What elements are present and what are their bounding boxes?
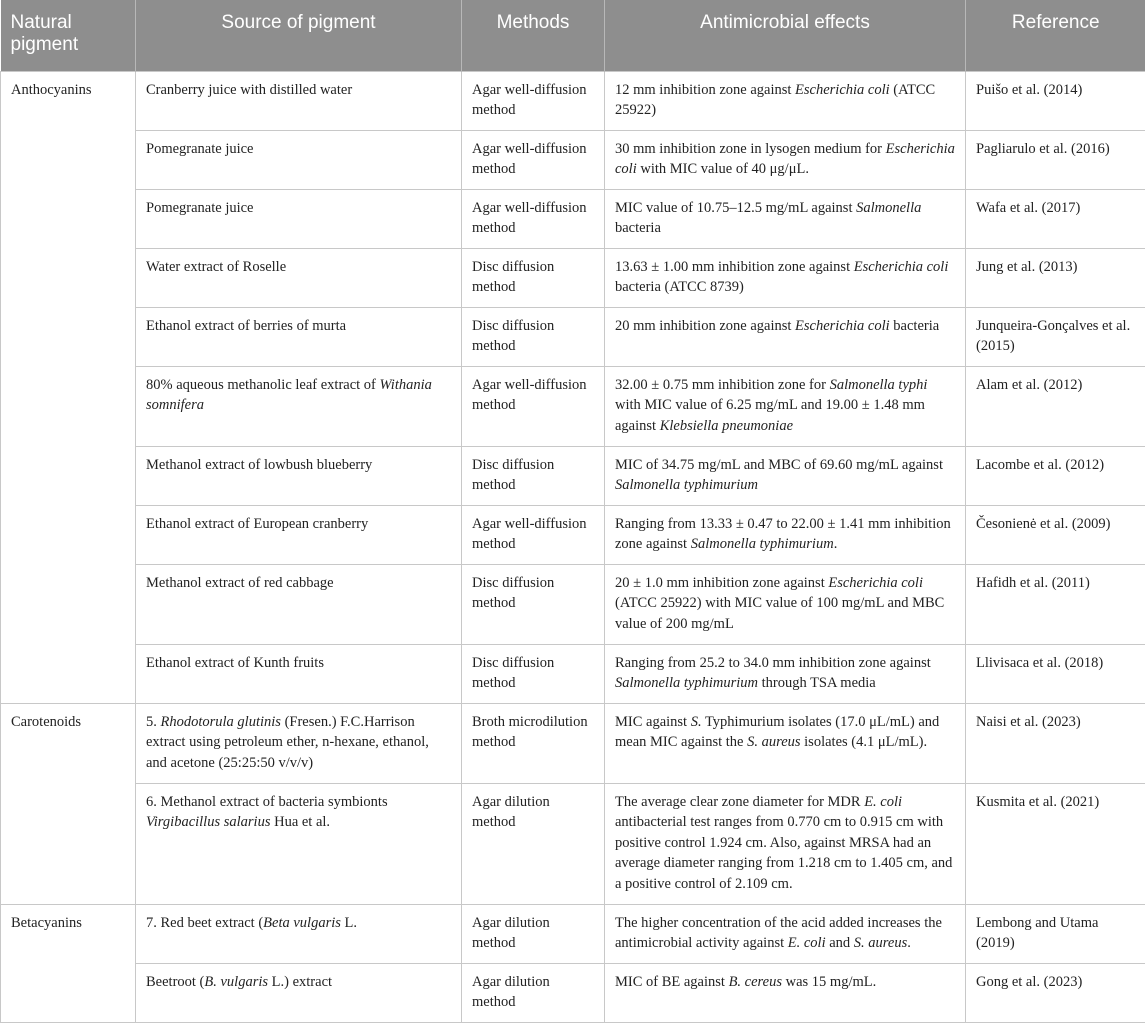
- table-row: [1, 505, 1145, 564]
- table-row: [1, 366, 1145, 446]
- reference-cell: Lembong and Utama (2019): [966, 904, 1145, 963]
- method-cell: Disc diffusion method: [462, 644, 605, 703]
- method-cell: Agar well-diffusion method: [462, 505, 605, 564]
- effect-cell: MIC value of 10.75–12.5 mg/mL against Salmonella bacteria: [605, 189, 966, 248]
- source-cell: Ethanol extract of Kunth fruits: [136, 644, 462, 703]
- table-row: [1, 783, 1145, 904]
- reference-cell: Wafa et al. (2017): [966, 189, 1145, 248]
- effect-cell: Ranging from 25.2 to 34.0 mm inhibition zone against Salmonella typhimurium through TSA media: [605, 644, 966, 703]
- source-cell: Ethanol extract of European cranberry: [136, 505, 462, 564]
- source-cell: Methanol extract of lowbush blueberry: [136, 446, 462, 505]
- effect-cell: MIC of BE against B. cereus was 15 mg/mL.: [605, 963, 966, 1022]
- source-cell: Ethanol extract of berries of murta: [136, 307, 462, 366]
- table-row: [1, 71, 1145, 130]
- source-cell: 80% aqueous methanolic leaf extract of Withania somnifera: [136, 366, 462, 446]
- effect-cell: 32.00 ± 0.75 mm inhibition zone for Salmonella typhi with MIC value of 6.25 mg/mL and 19.00 ± 1.48 mm against Klebsiella pneumoniae: [605, 366, 966, 446]
- table-header: [1, 0, 1145, 71]
- effect-cell: Ranging from 13.33 ± 0.47 to 22.00 ± 1.41 mm inhibition zone against Salmonella typhimurium.: [605, 505, 966, 564]
- header-natural-pigment: Natural pigment: [1, 0, 136, 71]
- method-cell: Agar dilution method: [462, 783, 605, 904]
- table-row: [1, 904, 1145, 963]
- header-effects: Antimicrobial effects: [605, 0, 966, 71]
- reference-cell: Naisi et al. (2023): [966, 703, 1145, 783]
- method-cell: Agar well-diffusion method: [462, 130, 605, 189]
- source-cell: 7. Red beet extract (Beta vulgaris L.: [136, 904, 462, 963]
- method-cell: Broth microdilution method: [462, 703, 605, 783]
- effect-cell: The higher concentration of the acid added increases the antimicrobial activity against E. coli and S. aureus.: [605, 904, 966, 963]
- method-cell: Agar well-diffusion method: [462, 189, 605, 248]
- source-cell: Methanol extract of red cabbage: [136, 564, 462, 644]
- group-betacyanins: Betacyanins: [1, 904, 136, 1022]
- reference-cell: Česonienė et al. (2009): [966, 505, 1145, 564]
- group-carotenoids: Carotenoids: [1, 703, 136, 904]
- method-cell: Agar well-diffusion method: [462, 366, 605, 446]
- source-cell: Pomegranate juice: [136, 130, 462, 189]
- table-row: [1, 703, 1145, 783]
- table-row: [1, 446, 1145, 505]
- effect-cell: 13.63 ± 1.00 mm inhibition zone against Escherichia coli bacteria (ATCC 8739): [605, 248, 966, 307]
- method-cell: Disc diffusion method: [462, 564, 605, 644]
- source-cell: Beetroot (B. vulgaris L.) extract: [136, 963, 462, 1022]
- reference-cell: Gong et al. (2023): [966, 963, 1145, 1022]
- reference-cell: Junqueira-Gonçalves et al. (2015): [966, 307, 1145, 366]
- table-row: [1, 963, 1145, 1022]
- reference-cell: Hafidh et al. (2011): [966, 564, 1145, 644]
- reference-cell: Alam et al. (2012): [966, 366, 1145, 446]
- method-cell: Agar well-diffusion method: [462, 71, 605, 130]
- effect-cell: MIC against S. Typhimurium isolates (17.0 μL/mL) and mean MIC against the S. aureus isolates (4.1 μL/mL).: [605, 703, 966, 783]
- effect-cell: 12 mm inhibition zone against Escherichia coli (ATCC 25922): [605, 71, 966, 130]
- effect-cell: 20 ± 1.0 mm inhibition zone against Escherichia coli (ATCC 25922) with MIC value of 100 mg/mL and MBC value of 200 mg/mL: [605, 564, 966, 644]
- table-body: [1, 71, 1145, 1022]
- effect-cell: 30 mm inhibition zone in lysogen medium for Escherichia coli with MIC value of 40 μg/μL.: [605, 130, 966, 189]
- reference-cell: Lacombe et al. (2012): [966, 446, 1145, 505]
- source-cell: Water extract of Roselle: [136, 248, 462, 307]
- header-methods: Methods: [462, 0, 605, 71]
- group-anthocyanins: Anthocyanins: [1, 71, 136, 703]
- effect-cell: The average clear zone diameter for MDR E. coli antibacterial test ranges from 0.770 cm to 0.915 cm with positive control 1.924 cm. Also, against MRSA had an average diameter ranging from 1.218 cm to 1.405 cm, and a positive control of 2.109 cm.: [605, 783, 966, 904]
- method-cell: Disc diffusion method: [462, 248, 605, 307]
- source-cell: 6. Methanol extract of bacteria symbionts Virgibacillus salarius Hua et al.: [136, 783, 462, 904]
- method-cell: Agar dilution method: [462, 963, 605, 1022]
- effect-cell: 20 mm inhibition zone against Escherichia coli bacteria: [605, 307, 966, 366]
- table-row: [1, 307, 1145, 366]
- table-row: [1, 248, 1145, 307]
- table-row: [1, 130, 1145, 189]
- source-cell: Cranberry juice with distilled water: [136, 71, 462, 130]
- reference-cell: Kusmita et al. (2021): [966, 783, 1145, 904]
- reference-cell: Puišo et al. (2014): [966, 71, 1145, 130]
- source-cell: Pomegranate juice: [136, 189, 462, 248]
- reference-cell: Llivisaca et al. (2018): [966, 644, 1145, 703]
- header-reference: Reference: [966, 0, 1145, 71]
- header-source: Source of pigment: [136, 0, 462, 71]
- reference-cell: Pagliarulo et al. (2016): [966, 130, 1145, 189]
- source-cell: 5. Rhodotorula glutinis (Fresen.) F.C.Harrison extract using petroleum ether, n-hexane, ethanol, and acetone (25:25:50 v/v/v): [136, 703, 462, 783]
- table-row: [1, 644, 1145, 703]
- method-cell: Disc diffusion method: [462, 307, 605, 366]
- reference-cell: Jung et al. (2013): [966, 248, 1145, 307]
- method-cell: Agar dilution method: [462, 904, 605, 963]
- method-cell: Disc diffusion method: [462, 446, 605, 505]
- effect-cell: MIC of 34.75 mg/mL and MBC of 69.60 mg/mL against Salmonella typhimurium: [605, 446, 966, 505]
- table-row: [1, 189, 1145, 248]
- table-row: [1, 564, 1145, 644]
